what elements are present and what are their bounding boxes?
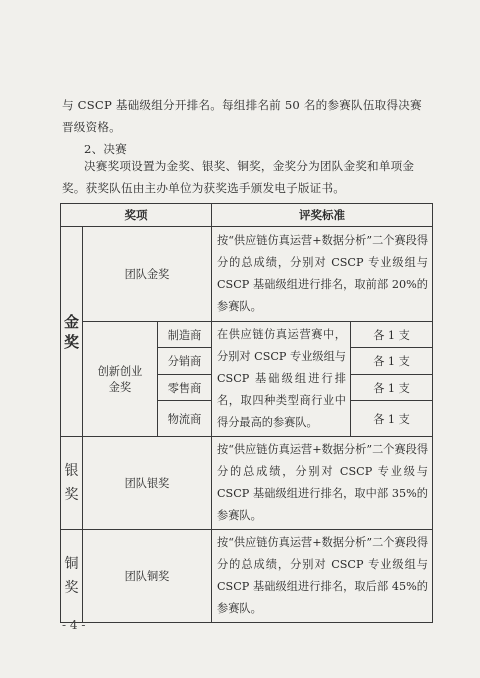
bronze-level-label: 铜奖 <box>61 530 83 623</box>
bronze-team-award: 团队铜奖 <box>83 530 212 623</box>
bronze-team-criteria: 按“供应链仿真运营+数据分析”二个赛段得分的总成绩，分别对 CSCP 专业级组与 CSCP 基础级组进行排名，取后部 45%的参赛队。 <box>212 530 433 623</box>
table-header-row <box>61 204 433 227</box>
paragraph-qualification: 与 CSCP 基础级组分开排名。每组排名前 50 名的参赛队伍取得决赛晋级资格。 <box>62 98 422 134</box>
page-number: - 4 - <box>62 618 86 632</box>
industry-type: 物流商 <box>158 401 212 437</box>
header-award: 奖项 <box>61 204 212 227</box>
table-row <box>61 227 433 322</box>
industry-type: 制造商 <box>158 322 212 348</box>
industry-type: 分销商 <box>158 348 212 374</box>
paragraph-finals-awards: 决赛奖项设置为金奖、银奖、铜奖，金奖分为团队金奖和单项金奖。获奖队伍由主办单位为获奖选手颁发电子版证书。 <box>62 159 415 195</box>
gold-level-label: 金奖 <box>61 227 83 437</box>
section-heading-finals: 2、决赛 <box>84 142 127 156</box>
gold-team-criteria: 按“供应链仿真运营+数据分析”二个赛段得分的总成绩，分别对 CSCP 专业级组与 CSCP 基础级组进行排名，取前部 20%的参赛队。 <box>212 227 433 322</box>
gold-single-award: 创新创业金奖 <box>83 322 158 437</box>
table-row <box>61 530 433 623</box>
award-count: 各 1 支 <box>351 348 433 374</box>
industry-type: 零售商 <box>158 374 212 400</box>
award-count: 各 1 支 <box>351 374 433 400</box>
gold-team-award: 团队金奖 <box>83 227 212 322</box>
silver-team-award: 团队银奖 <box>83 437 212 530</box>
table-row <box>61 322 433 348</box>
award-count: 各 1 支 <box>351 322 433 348</box>
header-criteria: 评奖标准 <box>212 204 433 227</box>
table-row <box>61 437 433 530</box>
silver-level-label: 银奖 <box>61 437 83 530</box>
award-table <box>60 203 433 623</box>
award-count: 各 1 支 <box>351 401 433 437</box>
gold-single-criteria: 在供应链仿真运营赛中，分别对 CSCP 专业级组与 CSCP 基础级组进行排名，取四种类型商行业中得分最高的参赛队。 <box>212 322 351 437</box>
silver-team-criteria: 按“供应链仿真运营+数据分析”二个赛段得分的总成绩，分别对 CSCP 专业级与 CSCP 基础级组进行排名，取中部 35%的参赛队。 <box>212 437 433 530</box>
